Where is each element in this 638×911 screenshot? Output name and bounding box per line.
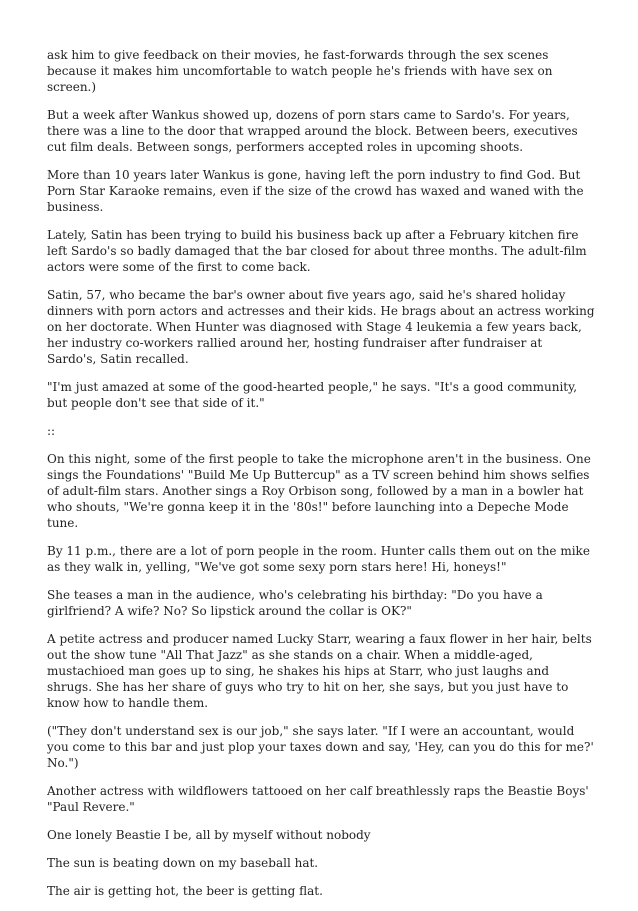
- paragraph: Lately, Satin has been trying to build his business back up after a February kitchen fire left Sardo's so badly damaged that the bar closed for about three months. The adult-film actors were some of the first to come back.: [47, 228, 587, 274]
- lyric-line: The sun is beating down on my baseball hat.: [47, 856, 319, 870]
- paragraph: Satin, 57, who became the bar's owner about five years ago, said he's shared holiday dinners with porn actors and actresses and their kids. He brags about an actress working on her doctorate. When Hunter was diagnosed with Stage 4 leukemia a few years back, her industry co-workers rallied around her, hosting fundraiser after fundraiser at Sardo's, Satin recalled.: [47, 288, 595, 366]
- paragraph: ask him to give feedback on their movies, he fast-forwards through the sex scenes because it makes him uncomfortable to watch people he's friends with have sex on screen.): [47, 48, 553, 94]
- paragraph: ("They don't understand sex is our job," she says later. "If I were an accountant, would you come to this bar and just plop your taxes down and say, 'Hey, can you do this for me?' No."): [47, 724, 594, 770]
- paragraph: Another actress with wildflowers tattooed on her calf breathlessly raps the Beastie Boys' "Paul Revere.": [47, 784, 589, 814]
- paragraph: A petite actress and producer named Lucky Starr, wearing a faux flower in her hair, belts out the show tune "All That Jazz" as she stands on a chair. When a middle-aged, mustachioed man goes up to sing, he shakes his hips at Starr, who just laughs and shrugs. She has her share of guys who try to hit on her, she says, but you just have to know how to handle them.: [47, 632, 592, 710]
- lyric-line: One lonely Beastie I be, all by myself without nobody: [47, 828, 371, 842]
- paragraph: "I'm just amazed at some of the good-hearted people," he says. "It's a good community, but people don't see that side of it.": [47, 380, 578, 410]
- lyric-line: The air is getting hot, the beer is getting flat.: [47, 884, 323, 898]
- paragraph: On this night, some of the first people to take the microphone aren't in the business. One sings the Foundations' "Build Me Up Buttercup" as a TV screen behind him shows selfies of adult-film stars. Another sings a Roy Orbison song, followed by a man in a bowler hat who shouts, "We're gonna keep it in the '80s!" before launching into a Depeche Mode tune.: [47, 452, 591, 530]
- paragraph: More than 10 years later Wankus is gone, having left the porn industry to find God. But Porn Star Karaoke remains, even if the size of the crowd has waxed and waned with the business.: [47, 168, 584, 214]
- paragraph: She teases a man in the audience, who's celebrating his birthday: "Do you have a girlfriend? A wife? No? So lipstick around the collar is OK?": [47, 588, 543, 618]
- paragraph: By 11 p.m., there are a lot of porn people in the room. Hunter calls them out on the mike as they walk in, yelling, "We've got some sexy porn stars here! Hi, honeys!": [47, 544, 590, 574]
- section-separator: ::: [47, 424, 56, 438]
- article-body: [47, 47, 595, 911]
- paragraph: But a week after Wankus showed up, dozens of porn stars came to Sardo's. For years, there was a line to the door that wrapped around the block. Between beers, executives cut film deals. Between songs, performers accepted roles in upcoming shoots.: [47, 108, 578, 154]
